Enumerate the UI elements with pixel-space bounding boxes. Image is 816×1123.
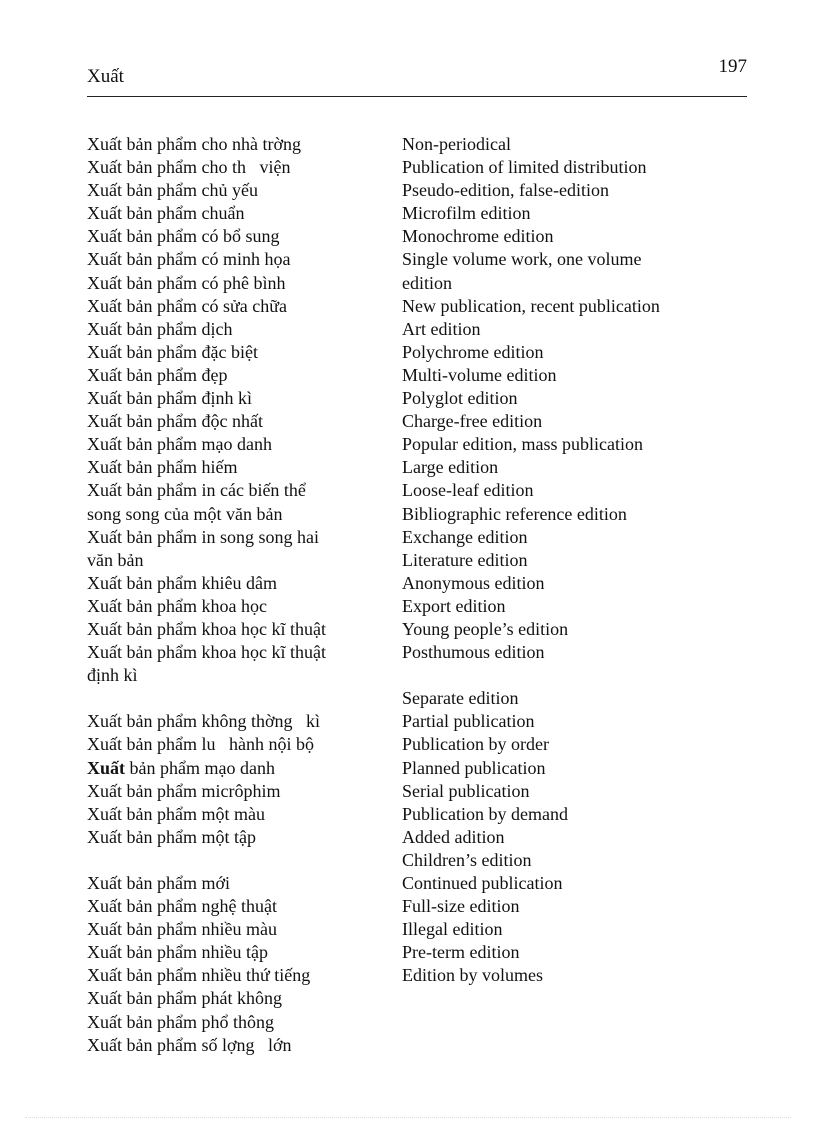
vietnamese-term: Xuất bản phẩm không thờng kì <box>87 711 320 732</box>
english-term: Monochrome edition <box>402 226 554 247</box>
vietnamese-term: Xuất bản phẩm đặc biệt <box>87 341 258 362</box>
vietnamese-term: Xuất bản phẩm lu hành nội bộ <box>87 734 314 755</box>
vietnamese-term: Xuất bản phẩm khoa học kĩ thuật <box>87 642 326 663</box>
vietnamese-term <box>87 757 387 780</box>
english-term: Edition by volumes <box>402 965 543 986</box>
vietnamese-term: Xuất bản phẩm in song song hai <box>87 526 319 547</box>
english-term: Multi-volume edition <box>402 364 557 385</box>
english-term: Partial publication <box>402 711 535 732</box>
vietnamese-term: Xuất bản phẩm số lợng lớn <box>87 1034 292 1055</box>
english-term: Single volume work, one volume <box>402 249 642 270</box>
vietnamese-term: Xuất bản phẩm cho th viện <box>87 157 291 178</box>
english-term: Charge-free edition <box>402 411 543 432</box>
page-number: 197 <box>718 56 747 77</box>
english-term: edition <box>402 272 452 293</box>
english-term: Separate edition <box>402 688 519 709</box>
english-term: Publication of limited distribution <box>402 157 647 178</box>
blank-line <box>87 849 387 872</box>
english-term: Polychrome edition <box>402 341 544 362</box>
vietnamese-term: Xuất bản phẩm định kì <box>87 388 252 409</box>
vietnamese-term: Xuất bản phẩm mới <box>87 873 230 893</box>
vietnamese-term: Xuất bản phẩm chuẩn <box>87 203 245 224</box>
page-header <box>87 54 747 97</box>
vietnamese-term: Xuất bản phẩm có sửa chữa <box>87 295 287 316</box>
english-term: Export edition <box>402 595 506 616</box>
english-term: Exchange edition <box>402 526 528 547</box>
blank-line <box>87 687 387 710</box>
english-term: Polyglot edition <box>402 388 518 409</box>
page-bottom-rule <box>25 1117 791 1118</box>
vietnamese-term: Xuất bản phẩm in các biến thể <box>87 480 306 501</box>
english-term: Art edition <box>402 318 481 339</box>
vietnamese-term: song song của một văn bản <box>87 503 283 524</box>
english-term: Posthumous edition <box>402 642 545 663</box>
blank-line <box>402 664 742 687</box>
vietnamese-term: Xuất bản phẩm khoa học kĩ thuật <box>87 618 326 639</box>
vietnamese-terms-column <box>87 133 387 1057</box>
english-term: Publication by demand <box>402 803 568 824</box>
vietnamese-term: Xuất bản phẩm dịch <box>87 318 233 339</box>
vietnamese-term: Xuất bản phẩm một màu <box>87 803 265 824</box>
english-term: Pre-term edition <box>402 942 520 963</box>
english-term: Non-periodical <box>402 134 511 154</box>
entry-rest: bản phẩm mạo danh <box>125 757 275 778</box>
english-term: Bibliographic reference edition <box>402 503 627 524</box>
vietnamese-term: Xuất bản phẩm nhiều thứ tiếng <box>87 965 311 986</box>
vietnamese-term: Xuất bản phẩm nhiều tập <box>87 942 268 963</box>
bold-headword: Xuất <box>87 757 126 778</box>
vietnamese-term: Xuất bản phẩm phổ thông <box>87 1011 274 1032</box>
english-term: Added adition <box>402 826 505 847</box>
vietnamese-term: Xuất bản phẩm đẹp <box>87 364 228 385</box>
english-term: Literature edition <box>402 549 528 570</box>
vietnamese-term: Xuất bản phẩm khiêu dâm <box>87 572 277 593</box>
running-head: Xuất <box>87 66 124 87</box>
english-term: Anonymous edition <box>402 572 545 593</box>
english-term: Popular edition, mass publication <box>402 434 643 455</box>
english-term: Children’s edition <box>402 849 532 870</box>
english-term: Pseudo-edition, false-edition <box>402 180 609 201</box>
vietnamese-term: Xuất bản phẩm có minh họa <box>87 249 291 270</box>
vietnamese-term: định kì <box>87 665 138 686</box>
english-term: Microfilm edition <box>402 203 531 224</box>
english-term: Large edition <box>402 457 499 478</box>
english-term: Young people’s edition <box>402 618 569 639</box>
vietnamese-term: Xuất bản phẩm chủ yếu <box>87 180 258 201</box>
vietnamese-term: Xuất bản phẩm micrôphim <box>87 780 281 801</box>
vietnamese-term: Xuất bản phẩm có bổ sung <box>87 226 280 247</box>
vietnamese-term: Xuất bản phẩm một tập <box>87 826 256 847</box>
english-terms-column <box>402 133 742 987</box>
vietnamese-term: Xuất bản phẩm hiếm <box>87 457 238 478</box>
english-term: Illegal edition <box>402 919 503 940</box>
english-term: Planned publication <box>402 757 546 778</box>
english-term: New publication, recent publication <box>402 295 660 316</box>
vietnamese-term: Xuất bản phẩm nghệ thuật <box>87 896 277 917</box>
vietnamese-term: Xuất bản phẩm mạo danh <box>87 434 272 455</box>
vietnamese-term: Xuất bản phẩm phát không <box>87 988 282 1009</box>
english-term: Serial publication <box>402 780 530 801</box>
vietnamese-term: Xuất bản phẩm nhiều màu <box>87 919 277 940</box>
english-term: Full-size edition <box>402 896 520 917</box>
vietnamese-term: Xuất bản phẩm khoa học <box>87 595 267 616</box>
english-term: Publication by order <box>402 734 549 755</box>
english-term: Loose-leaf edition <box>402 480 534 501</box>
vietnamese-term: Xuất bản phẩm có phê bình <box>87 272 286 293</box>
vietnamese-term: Xuất bản phẩm độc nhất <box>87 411 263 432</box>
vietnamese-term: văn bản <box>87 549 144 570</box>
english-term: Continued publication <box>402 873 563 893</box>
vietnamese-term: Xuất bản phẩm cho nhà trờng <box>87 134 301 154</box>
